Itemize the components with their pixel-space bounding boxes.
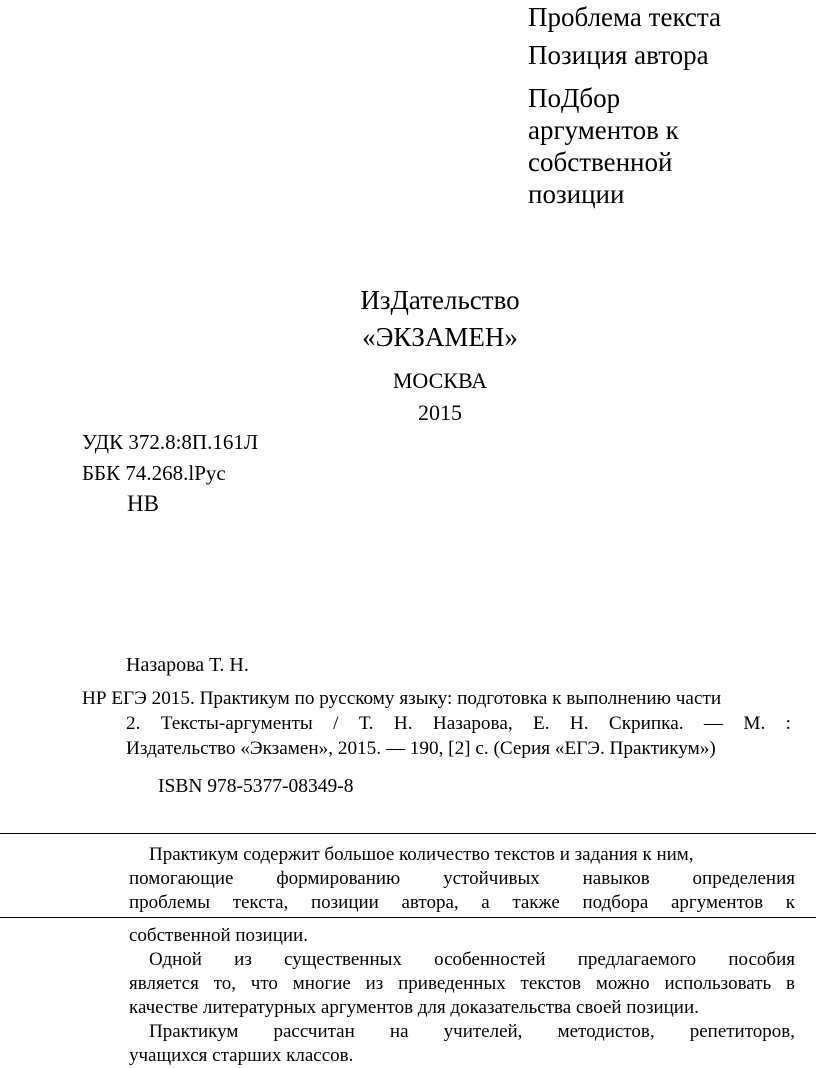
abstract-p2-line1: Одной из существенных особенностей предлагаемого пособия bbox=[149, 949, 795, 970]
bib-line-2: 2. Тексты-аргументы / Т. Н. Назарова, Е. Н. Скрипка. — М. : bbox=[126, 713, 791, 734]
bib-line-1: НР ЕГЭ 2015. Практикум по русскому языку: подготовка к выполнению части bbox=[82, 688, 722, 709]
author-sign-code: НВ bbox=[127, 491, 159, 516]
publisher-year: 2015 bbox=[418, 400, 462, 425]
publisher-name-line1: ИзДательство bbox=[360, 285, 520, 315]
abstract-p3-line2: учащихся старших классов. bbox=[129, 1045, 354, 1066]
bib-entry bbox=[82, 686, 792, 711]
divider-bottom bbox=[0, 917, 816, 918]
abstract-p1-line1: Практикум содержит большое количество текстов и задания к ним, bbox=[149, 844, 694, 865]
bib-entry-cont bbox=[126, 711, 791, 761]
abstract-p1-line2: помогающие формированию устойчивых навыков определения bbox=[129, 868, 795, 889]
publisher-name-line2: «ЭКЗАМЕН» bbox=[362, 322, 518, 352]
abstract-block-2 bbox=[129, 924, 795, 1068]
abstract-p3-line1: Практикум рассчитан на учителей, методистов, репетиторов, bbox=[149, 1021, 795, 1042]
bib-line-3: Издательство «Экзамен», 2015. — 190, [2] с. (Серия «ЕГЭ. Практикум») bbox=[126, 738, 716, 759]
publisher-city: МОСКВА bbox=[392, 368, 488, 393]
outline-item-arguments: аргументов к bbox=[528, 115, 679, 145]
bbk-code: ББК 74.268.lРус bbox=[82, 461, 226, 485]
abstract-p2-line3: качестве литературных аргументов для доказательства своей позиции. bbox=[129, 997, 699, 1018]
outline-item-position-2: позиции bbox=[528, 179, 625, 209]
outline-item-problem: Проблема текста bbox=[528, 2, 721, 32]
abstract-p2-line2: является то, что многие из приведенных текстов можно использовать в bbox=[129, 973, 795, 994]
abstract-p1-line3: проблемы текста, позиции автора, а также подбора аргументов к bbox=[129, 892, 795, 913]
bib-author: Назарова Т. Н. bbox=[126, 654, 249, 676]
outline-item-own: собственной bbox=[528, 147, 673, 177]
divider-top bbox=[0, 833, 816, 834]
abstract-block-1 bbox=[129, 843, 795, 915]
bib-isbn: ISBN 978-5377-08349-8 bbox=[158, 776, 354, 797]
udk-code: УДК 372.8:8П.161Л bbox=[82, 430, 259, 454]
abstract-p1-line4: собственной позиции. bbox=[129, 925, 308, 946]
outline-item-selection: ПоДбор bbox=[528, 83, 621, 113]
outline-item-position: Позиция автора bbox=[528, 40, 709, 70]
